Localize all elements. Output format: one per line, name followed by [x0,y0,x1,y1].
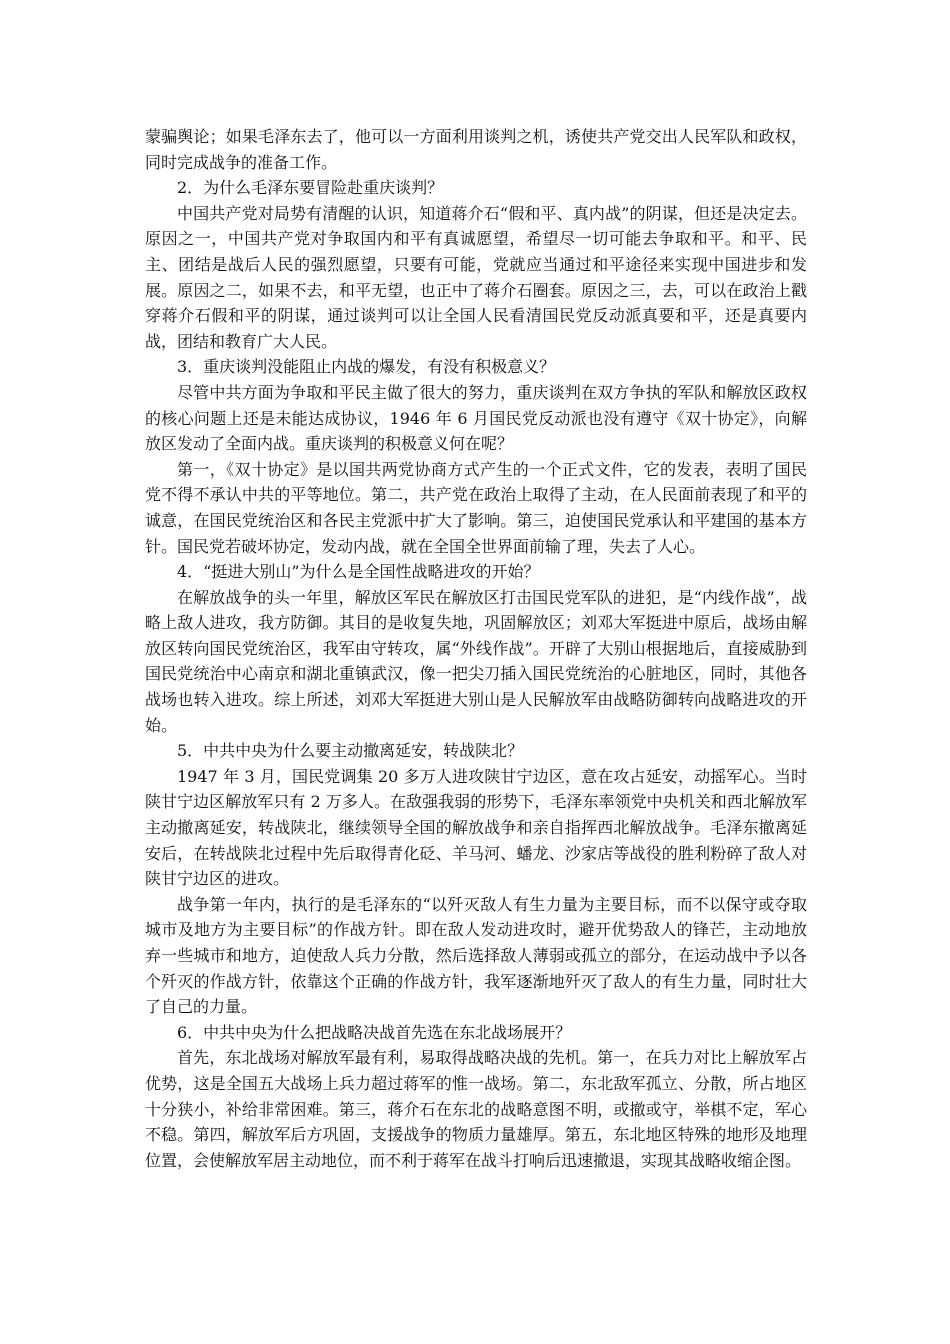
answer-3-part-2: 第一，《双十协定》是以国共两党协商方式产生的一个正式文件，它的发表，表明了国民党不得不承认中共的平等地位。第二，共产党在政治上取得了主动，在人民面前表现了和平的诚意，在国民党统治区和各民主党派中扩大了影响。第三，迫使国民党承认和平建国的基本方针。国民党若破坏协定，发动内战，就在全国全世界面前输了理，失去了人心。 [145,459,807,556]
paragraph-continuation: 蒙骗舆论；如果毛泽东去了，他可以一方面利用谈判之机，诱使共产党交出人民军队和政权，同时完成战争的准备工作。 [145,127,807,172]
answer-4: 在解放战争的头一年里，解放区军民在解放区打击国民党军队的进犯，是“内线作战”，战略上敌人进攻，我方防御。其目的是收复失地，巩固解放区；刘邓大军挺进中原后，战场由解放区转向国民党统治区，我军由守转攻，属“外线作战”。开辟了大别山根据地后，直接威胁到国民党统治中心南京和湖北重镇武汉，像一把尖刀插入国民党统治的心脏地区，同时，其他各战场也转入进攻。综上所述，刘邓大军挺进大别山是人民解放军由战略防御转向战略进攻的开始。 [145,587,807,735]
question-6: 6．中共中央为什么把战略决战首先选在东北战场展开？ [177,1022,572,1042]
answer-5-part-1: 1947 年 3 月，国民党调集 20 多万人进攻陕甘宁边区，意在攻占延安，动摇军心。当时陕甘宁边区解放军只有 2 万多人。在敌强我弱的形势下，毛泽东率领党中央机关和西北解放军主动撤离延安，转战陕北，继续领导全国的解放战争和亲自指挥西北解放战争。毛泽东撤离延安后，在转战陕北过程中先后取得青化砭、羊马河、蟠龙、沙家店等战役的胜利粉碎了敌人对陕甘宁边区的进攻。 [145,766,807,889]
question-2: 2．为什么毛泽东要冒险赴重庆谈判？ [177,178,444,198]
question-3: 3．重庆谈判没能阻止内战的爆发，有没有积极意义？ [177,357,556,377]
question-4: 4．“挺进大别山”为什么是全国性战略进攻的开始？ [177,562,540,582]
answer-2: 中国共产党对局势有清醒的认识，知道蒋介石“假和平、真内战”的阴谋，但还是决定去。原因之一，中国共产党对争取国内和平有真诚愿望，希望尽一切可能去争取和平。和平、民主、团结是战后人民的强烈愿望，只要有可能，党就应当通过和平途径来实现中国进步和发展。原因之二，如果不去，和平无望，也正中了蒋介石圈套。原因之三，去，可以在政治上戳穿蒋介石假和平的阴谋，通过谈判可以让全国人民看清国民党反动派真要和平，还是真要内战，团结和教育广大人民。 [145,203,807,351]
document-page [145,124,807,1173]
question-5: 5．中共中央为什么要主动撤离延安，转战陕北？ [177,741,524,761]
answer-5-part-2: 战争第一年内，执行的是毛泽东的“以歼灭敌人有生力量为主要目标，而不以保守或夺取城市及地方为主要目标”的作战方针。即在敌人发动进攻时，避开优势敌人的锋芒，主动地放弃一些城市和地方，迫使敌人兵力分散，然后选择敌人薄弱或孤立的部分，在运动战中予以各个歼灭的作战方针，依靠这个正确的作战方针，我军逐渐地歼灭了敌人的有生力量，同时壮大了自己的力量。 [145,894,807,1017]
answer-6: 首先，东北战场对解放军最有利，易取得战略决战的先机。第一，在兵力对比上解放军占优势，这是全国五大战场上兵力超过蒋军的惟一战场。第二，东北敌军孤立、分散，所占地区十分狭小，补给非常困难。第三，蒋介石在东北的战略意图不明，或撤或守，举棋不定，军心不稳。第四，解放军后方巩固，支援战争的物质力量雄厚。第五，东北地区特殊的地形及地理位置，会使解放军居主动地位，而不利于蒋军在战斗打响后迅速撤退，实现其战略收缩企图。 [145,1048,807,1170]
answer-3-part-1: 尽管中共方面为争取和平民主做了很大的努力，重庆谈判在双方争执的军队和解放区政权的核心问题上还是未能达成协议，1946 年 6 月国民党反动派也没有遵守《双十协定》，向解放区发动了全面内战。重庆谈判的积极意义何在呢？ [145,382,807,454]
